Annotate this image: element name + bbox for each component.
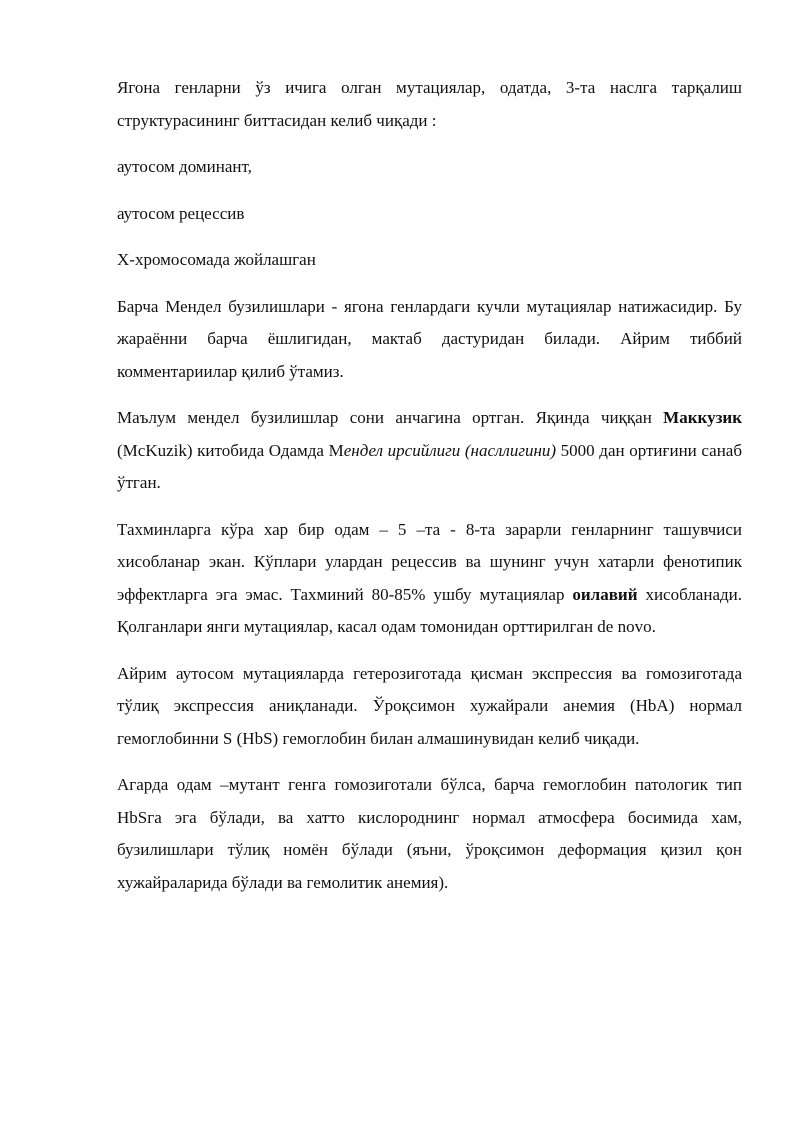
paragraph-mckusick bbox=[117, 402, 742, 500]
bold-term-familial: оилавий bbox=[572, 584, 638, 604]
paragraph-sickle-cell bbox=[117, 658, 742, 756]
text-run: (McKuzik) китобида Одамда М bbox=[117, 440, 344, 460]
text-run: аутосом доминант, bbox=[117, 157, 252, 176]
text-run: Айрим аутосом мутацияларда гетерозиготада қисман экспрессия ва гомозиготада тўлиқ экспрессия аниқланади. Ўроқсимон хужайрали анемия (HbA) нормал гемоглобинни S (HbS) гемоглобин билан алмашинувидан келиб чиқади. bbox=[117, 663, 742, 748]
text-run: Маълум мендел бузилишлар сони анчагина ортган. Яқинда чиққан bbox=[117, 408, 664, 427]
text-run: 5000 дан ортиғини санаб ўтган. bbox=[117, 440, 742, 492]
text-run: Ягона генларни ўз ичига олган мутациялар, одатда, 3-та наслга тарқалиш структурасининг биттасидан келиб чиқади : bbox=[117, 78, 742, 130]
text-run: аутосом рецессив bbox=[117, 203, 245, 223]
text-run: Тахминларга кўра хар бир одам – 5 –та - 8-та зарарли генларнинг ташувчиси хисобланар экан. Кўплари улардан рецессив ва шунинг учун хатарли фенотипик эффектларга эга эмас. Тахминий 80-85% ушбу мутациялар bbox=[117, 519, 742, 604]
list-item-autosomal-dominant bbox=[117, 151, 742, 184]
paragraph-homozygous bbox=[117, 769, 742, 899]
paragraph-intro bbox=[117, 72, 742, 137]
list-item-x-linked bbox=[117, 244, 742, 277]
paragraph-estimates bbox=[117, 514, 742, 644]
paragraph-mendel-disorders bbox=[117, 291, 742, 389]
text-run: Агарда одам –мутант генга гомозиготали бўлса, барча гемоглобин патологик тип HbSга эга бўлади, ва хатто кислороднинг нормал атмосфера босимида хам, бузилишлари тўлиқ номён бўлади (яъни, ўроқсимон деформация қизил қон хужайраларида бўлади ва гемолитик анемия). bbox=[117, 775, 742, 892]
text-run: Барча Мендел бузилишлари - ягона генлардаги кучли мутациялар натижасидир. Бу жараённи барча ёшлигидан, мактаб дастуридан билади. Айрим тиббий комментариилар қилиб ўтамиз. bbox=[117, 296, 742, 381]
bold-term-mckusick: Маккузик bbox=[663, 408, 742, 427]
text-run: хисобланади. Қолганлари янги мутациялар, касал одам томонидан орттирилган de novo. bbox=[117, 584, 742, 636]
italic-book-title: ендел ирсийлиги (насллигини) bbox=[343, 440, 557, 460]
text-run: Х-хромосомада жойлашган bbox=[117, 250, 316, 269]
list-item-autosomal-recessive bbox=[117, 198, 742, 231]
